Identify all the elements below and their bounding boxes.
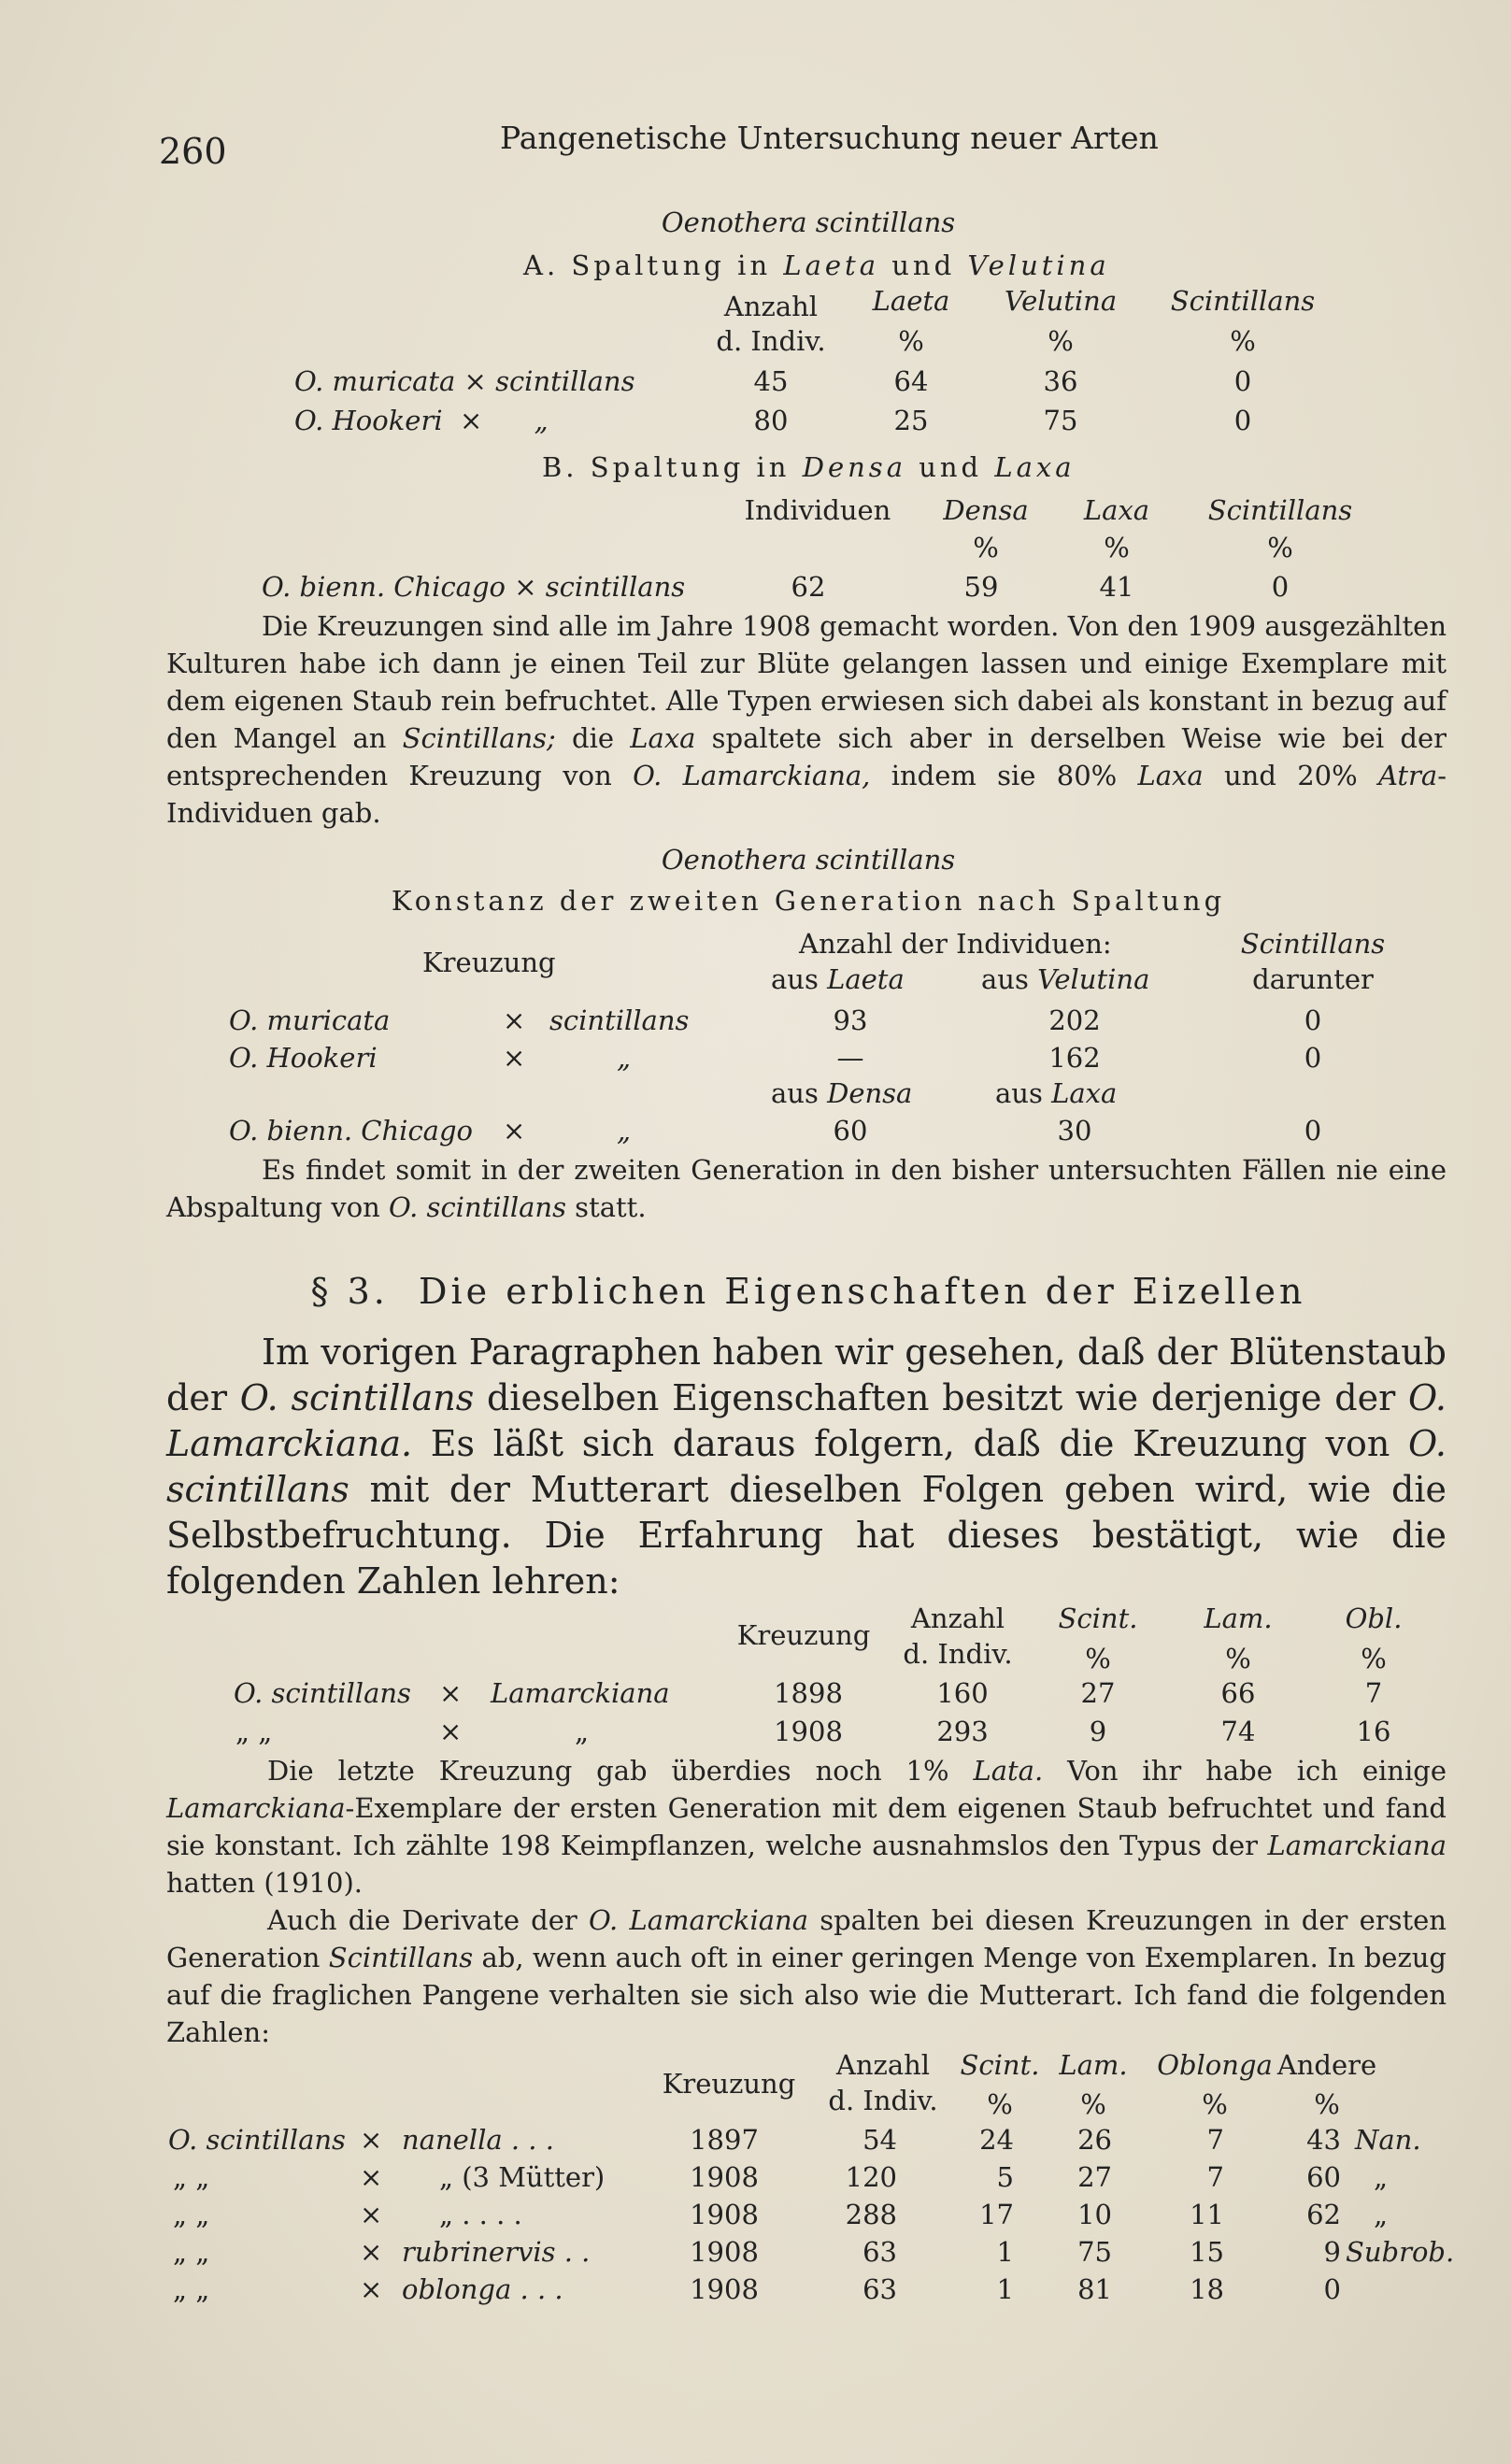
cell: 93 xyxy=(833,1004,868,1036)
table2-title: Oenothera scintillans xyxy=(661,844,956,876)
pct: % xyxy=(898,325,924,357)
col-darunter: darunter xyxy=(1252,963,1374,995)
cross-sign: × xyxy=(503,1115,526,1147)
cell: 1 xyxy=(996,2273,1014,2305)
cross-sign: × xyxy=(360,2273,383,2305)
cell: 7 xyxy=(1206,2124,1224,2156)
section-heading: § 3. Die erblichen Eigenschaften der Eizellen xyxy=(310,1271,1306,1312)
cell: 0 xyxy=(1233,365,1252,397)
paragraph: Es findet somit in der zweiten Generation in den bisher untersuchten Fällen nie eine Abspaltung von O. scintillans statt. xyxy=(166,1154,1447,1223)
cell: 66 xyxy=(1220,1677,1256,1709)
cell: — xyxy=(836,1042,864,1074)
cell: 60 xyxy=(833,1115,868,1147)
row-label: „ . . . . xyxy=(439,2199,522,2230)
cell: 1 xyxy=(996,2236,1014,2268)
col-aus-velutina: aus Velutina xyxy=(981,963,1150,995)
cell: 75 xyxy=(1077,2236,1112,2268)
cross-sign: × xyxy=(360,2236,383,2268)
paragraph: Die letzte Kreuzung gab überdies noch 1% Lata. Von ihr habe ich einige Lamarckiana-Exemplare der ersten Generation mit dem eigenen Staub befruchtet und fand sie konstant. Ich zählte 198 Keimpflanzen, welche ausnahmslos den Typus der Lamarckiana hatten (1910). xyxy=(166,1755,1447,1899)
cell: 16 xyxy=(1356,1716,1391,1747)
row-label: O. scintillans xyxy=(234,1677,411,1709)
cell: 1908 xyxy=(690,2199,759,2230)
row-label: rubrinervis . . xyxy=(402,2236,591,2268)
row-label: „ (3 Mütter) xyxy=(439,2161,606,2193)
row-label: O. bienn. Chicago xyxy=(229,1115,473,1147)
row-label: O. Hookeri xyxy=(229,1042,378,1074)
cell: 64 xyxy=(893,365,929,397)
col-anzahl: Anzahl xyxy=(835,2049,931,2081)
cell: 15 xyxy=(1190,2236,1224,2268)
row-label: scintillans xyxy=(549,1004,690,1036)
pct: % xyxy=(1267,532,1293,563)
col-laeta: Laeta xyxy=(872,285,950,317)
col-anzahl-individuen: Anzahl der Individuen: xyxy=(799,928,1112,960)
col-aus-densa: aus Densa xyxy=(771,1077,913,1109)
cell: 36 xyxy=(1043,365,1078,397)
cell: 62 xyxy=(791,571,826,603)
col-indiv: d. Indiv. xyxy=(828,2085,938,2116)
col-kreuzung: Kreuzung xyxy=(422,947,556,978)
col-velutina: Velutina xyxy=(1004,285,1118,317)
cell: 27 xyxy=(1077,2161,1112,2193)
cell: „ xyxy=(1374,2161,1389,2193)
cell: 74 xyxy=(1220,1716,1256,1747)
row-label: O. muricata xyxy=(229,1004,391,1036)
cell: 293 xyxy=(936,1716,989,1747)
cell: 1897 xyxy=(690,2124,759,2156)
row-label: „ „ xyxy=(235,1716,273,1747)
cross-sign: × xyxy=(439,1677,463,1709)
cell: 62 xyxy=(1306,2199,1341,2230)
col-aus-laxa: aus Laxa xyxy=(995,1077,1118,1109)
cell: 75 xyxy=(1043,405,1078,436)
cell: 30 xyxy=(1057,1115,1092,1147)
cell: 1908 xyxy=(690,2161,759,2193)
cell: 25 xyxy=(893,405,929,436)
page-number: 260 xyxy=(159,131,227,172)
cell: 27 xyxy=(1080,1677,1116,1709)
table-row-cross: O. bienn. Chicago × scintillans xyxy=(262,571,686,603)
row-label: „ „ xyxy=(173,2236,210,2268)
pct: % xyxy=(1085,1643,1111,1674)
pct: % xyxy=(973,532,999,563)
col-densa: Densa xyxy=(943,494,1029,526)
table-row-cross: O. muricata × scintillans xyxy=(294,365,635,397)
pct: % xyxy=(1361,1643,1387,1674)
cell: 17 xyxy=(979,2199,1014,2230)
cell: 0 xyxy=(1271,571,1290,603)
cell: Subrob. xyxy=(1346,2236,1455,2268)
row-label: Lamarckiana xyxy=(491,1677,670,1709)
cell: 10 xyxy=(1077,2199,1112,2230)
row-label: oblonga . . . xyxy=(402,2273,563,2305)
col-indiv: d. Indiv. xyxy=(716,325,826,357)
cell: 63 xyxy=(862,2273,897,2305)
row-label: nanella . . . xyxy=(402,2124,554,2156)
col-scint: Scint. xyxy=(1058,1602,1138,1634)
cell: 9 xyxy=(1323,2236,1341,2268)
row-label: „ „ xyxy=(173,2199,210,2230)
cell: 0 xyxy=(1323,2273,1341,2305)
pct: % xyxy=(987,2088,1013,2120)
cell: 0 xyxy=(1304,1004,1322,1036)
pct: % xyxy=(1104,532,1130,563)
table-row-cross: O. Hookeri × „ xyxy=(294,405,549,436)
cell: 54 xyxy=(862,2124,897,2156)
cross-sign: × xyxy=(360,2161,383,2193)
row-label: „ „ xyxy=(173,2273,210,2305)
cell: 7 xyxy=(1364,1677,1383,1709)
cell: 63 xyxy=(862,2236,897,2268)
cell: 59 xyxy=(963,571,999,603)
col-obl: Obl. xyxy=(1345,1602,1403,1634)
paragraph: Auch die Derivate der O. Lamarckiana spalten bei diesen Kreuzungen in der ersten Generation Scintillans ab, wenn auch oft in einer geringen Menge von Exemplaren. In bezug auf die fraglichen Pangene verhalten sie sich also wie die Mutterart. Ich fand die folgenden Zahlen: xyxy=(166,1904,1447,2048)
table1-b-heading: B. Spaltung in Densa und Laxa xyxy=(542,451,1076,483)
table2-subtitle: Konstanz der zweiten Generation nach Spaltung xyxy=(391,885,1226,917)
col-scint: Scint. xyxy=(960,2049,1040,2081)
row-label: „ xyxy=(617,1115,632,1147)
cross-sign: × xyxy=(360,2199,383,2230)
running-title: Pangenetische Untersuchung neuer Arten xyxy=(500,120,1159,156)
col-aus-laeta: aus Laeta xyxy=(771,963,905,995)
table1-a-heading: A. Spaltung in Laeta und Velutina xyxy=(523,249,1110,281)
cell: 160 xyxy=(936,1677,989,1709)
cell: 24 xyxy=(979,2124,1014,2156)
pct: % xyxy=(1080,2088,1106,2120)
paragraph: Im vorigen Paragraphen haben wir gesehen, daß der Blütenstaub der O. scintillans dieselben Eigenschaften besitzt wie derjenige der O. Lamarckiana. Es läßt sich daraus folgern, daß die Kreuzung von O. scintillans mit der Mutterart dieselben Folgen geben wird, wie die Selbstbefruchtung. Die Erfahrung hat dieses bestätigt, wie die folgenden Zahlen lehren: xyxy=(166,1332,1447,1602)
cross-sign: × xyxy=(503,1042,526,1074)
cell: 80 xyxy=(753,405,789,436)
row-label: „ „ xyxy=(173,2161,210,2193)
cell: 11 xyxy=(1190,2199,1224,2230)
cell: Nan. xyxy=(1355,2124,1421,2156)
col-lam: Lam. xyxy=(1059,2049,1128,2081)
cell: 43 xyxy=(1306,2124,1341,2156)
cell: 9 xyxy=(1089,1716,1107,1747)
cell: 1898 xyxy=(774,1677,843,1709)
cell: 288 xyxy=(845,2199,897,2230)
col-kreuzung: Kreuzung xyxy=(662,2068,796,2100)
cell: 162 xyxy=(1048,1042,1101,1074)
cell: 0 xyxy=(1304,1042,1322,1074)
cell: 26 xyxy=(1077,2124,1112,2156)
cell: 0 xyxy=(1304,1115,1322,1147)
col-laxa: Laxa xyxy=(1083,494,1150,526)
cell: 18 xyxy=(1190,2273,1224,2305)
cell: 41 xyxy=(1099,571,1134,603)
col-oblonga: Oblonga xyxy=(1157,2049,1273,2081)
cell: 120 xyxy=(845,2161,897,2193)
cell: 5 xyxy=(996,2161,1014,2193)
table1-title: Oenothera scintillans xyxy=(661,207,956,238)
col-andere: Andere xyxy=(1276,2049,1377,2081)
col-lam: Lam. xyxy=(1204,1602,1273,1634)
cell: 81 xyxy=(1077,2273,1112,2305)
col-scintillans: Scintillans xyxy=(1240,928,1386,960)
col-indiv: d. Indiv. xyxy=(903,1638,1013,1670)
cross-sign: × xyxy=(439,1716,463,1747)
cell: 45 xyxy=(753,365,789,397)
col-scintillans: Scintillans xyxy=(1207,494,1353,526)
cell: 202 xyxy=(1048,1004,1101,1036)
col-scintillans: Scintillans xyxy=(1170,285,1316,317)
row-label: „ xyxy=(617,1042,632,1074)
cell: „ xyxy=(1374,2199,1389,2230)
pct: % xyxy=(1230,325,1256,357)
pct: % xyxy=(1225,1643,1251,1674)
cell: 0 xyxy=(1233,405,1252,436)
paragraph: Die Kreuzungen sind alle im Jahre 1908 gemacht worden. Von den 1909 ausgezählten Kulturen habe ich dann je einen Teil zur Blüte gelangen lassen und einige Exemplare mit dem eigenen Staub rein befruchtet. Alle Typen erwiesen sich dabei als konstant in bezug auf den Mangel an Scintillans; die Laxa spaltete sich aber in derselben Weise wie bei der entsprechenden Kreuzung von O. Lamarckiana, indem sie 80% Laxa und 20% Atra-Individuen gab. xyxy=(166,610,1447,829)
col-kreuzung: Kreuzung xyxy=(736,1619,871,1651)
pct: % xyxy=(1202,2088,1228,2120)
cross-sign: × xyxy=(360,2124,383,2156)
cell: 1908 xyxy=(690,2236,759,2268)
cell: 7 xyxy=(1206,2161,1224,2193)
col-anzahl: Anzahl xyxy=(910,1602,1005,1634)
cell: 1908 xyxy=(690,2273,759,2305)
pct: % xyxy=(1048,325,1074,357)
cross-sign: × xyxy=(503,1004,526,1036)
pct: % xyxy=(1314,2088,1340,2120)
cell: 1908 xyxy=(774,1716,843,1747)
row-label: O. scintillans xyxy=(168,2124,346,2156)
cell: 60 xyxy=(1306,2161,1341,2193)
col-individuen: Individuen xyxy=(744,494,891,526)
col-anzahl: Anzahl xyxy=(723,291,819,322)
row-label: „ xyxy=(575,1716,590,1747)
